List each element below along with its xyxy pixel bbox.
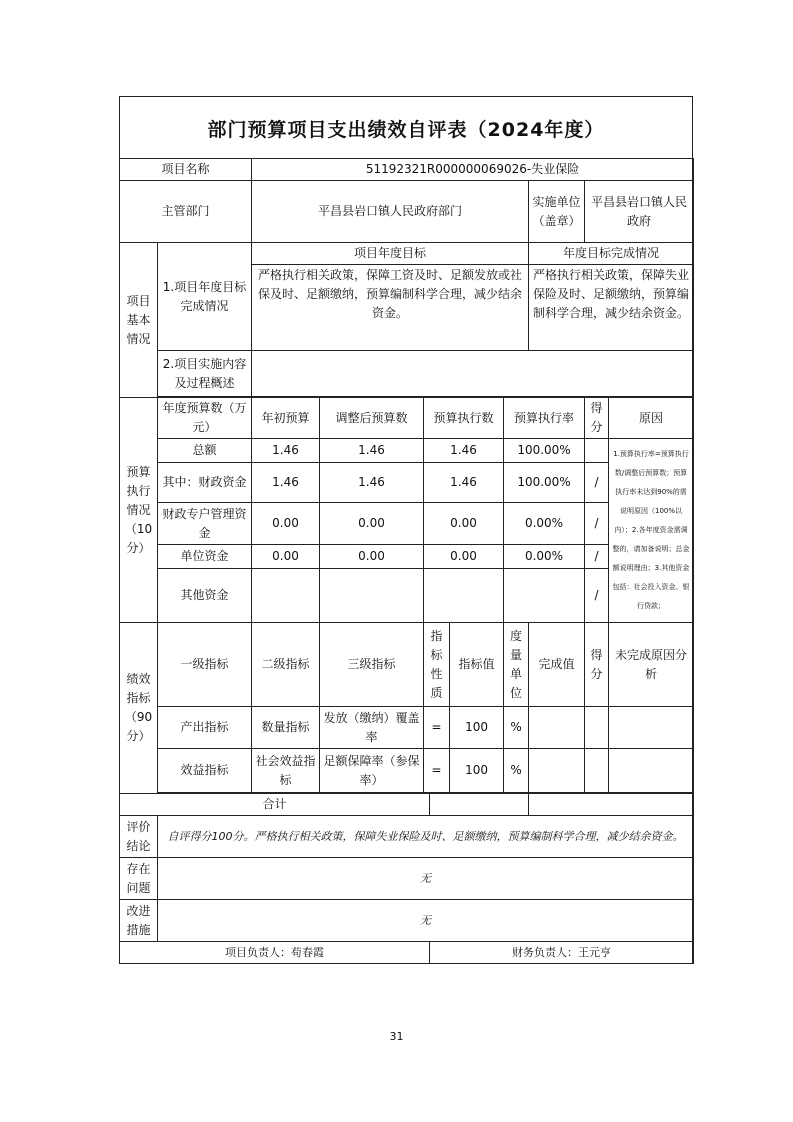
budget-header-initial: 年初预算 (252, 398, 320, 439)
goal-row-label: 1.项目年度目标完成情况 (158, 243, 252, 351)
form-title: 部门预算项目支出绩效自评表（2024年度） (207, 118, 605, 141)
perf-row-level3: 足额保障率（参保率） (320, 749, 424, 793)
perf-row-level3: 发放（缴纳）覆盖率 (320, 707, 424, 749)
budget-row-initial: 1.46 (252, 439, 320, 463)
impl-unit-value: 平昌县岩口镇人民政府 (585, 181, 694, 243)
budget-row-score (585, 439, 609, 463)
evaluation-table (119, 158, 694, 964)
perf-row-value: 100 (450, 749, 504, 793)
perf-header-unit: 度量单位 (504, 623, 529, 707)
budget-row-adjusted (320, 569, 424, 623)
budget-row-name: 单位资金 (158, 545, 252, 569)
perf-header-level1: 一级指标 (158, 623, 252, 707)
finance-leader: 财务负责人：王元亨 (430, 942, 694, 964)
budget-row-score: / (585, 545, 609, 569)
budget-row-executed: 0.00 (424, 545, 504, 569)
perf-header-value: 指标值 (450, 623, 504, 707)
perf-row-unit: % (504, 707, 529, 749)
total-value-1 (430, 794, 529, 816)
project-name-label: 项目名称 (120, 159, 252, 181)
budget-row-score: / (585, 569, 609, 623)
perf-row-done (529, 707, 585, 749)
eval-label: 评价结论 (120, 816, 158, 858)
perf-row-level2: 数量指标 (252, 707, 320, 749)
budget-row-adjusted: 1.46 (320, 463, 424, 503)
completion-header: 年度目标完成情况 (529, 243, 694, 265)
evaluation-form (119, 96, 693, 964)
perf-row-nature: = (424, 707, 450, 749)
budget-row-score: / (585, 463, 609, 503)
perf-header-level2: 二级指标 (252, 623, 320, 707)
budget-header-rate: 预算执行率 (504, 398, 585, 439)
perf-row-reason (609, 749, 694, 793)
impl-unit-label: 实施单位（盖章） (529, 181, 585, 243)
budget-header-executed: 预算执行数 (424, 398, 504, 439)
budget-row-name: 其他资金 (158, 569, 252, 623)
budget-row-adjusted: 0.00 (320, 545, 424, 569)
perf-header-done: 完成值 (529, 623, 585, 707)
goal-header: 项目年度目标 (252, 243, 529, 265)
total-label: 合计 (120, 794, 430, 816)
basic-section-label: 项目基本情况 (120, 243, 158, 398)
perf-row-value: 100 (450, 707, 504, 749)
project-name-value: 51192321R000000069026-失业保险 (252, 159, 694, 181)
perf-header-reason: 未完成原因分析 (609, 623, 694, 707)
budget-row-name: 财政专户管理资金 (158, 503, 252, 545)
completion-text: 严格执行相关政策，保障失业保险及时、足额缴纳，预算编制科学合理，减少结余资金。 (529, 265, 694, 351)
budget-row-rate (504, 569, 585, 623)
fix-value: 无 (158, 900, 694, 942)
issue-label: 存在问题 (120, 858, 158, 900)
goal-text: 严格执行相关政策，保障工资及时、足额发放或社保及时、足额缴纳，预算编制科学合理，减少结余资金。 (252, 265, 529, 351)
budget-reason-note: 1.预算执行率=预算执行数/调整后预算数；预算执行率未达到90%的需说明原因（100%以内）；2.各年度资金需调整的，请加备说明；总金额说明理由；3.其他资金包括：社会投入资金、银行贷款； (609, 439, 694, 623)
budget-row-initial: 0.00 (252, 503, 320, 545)
issue-value: 无 (158, 858, 694, 900)
budget-section-label: 预算执行情况（10分） (120, 398, 158, 623)
budget-row-executed: 1.46 (424, 463, 504, 503)
eval-value: 自评得分100分。严格执行相关政策，保障失业保险及时、足额缴纳，预算编制科学合理，减少结余资金。 (158, 816, 694, 858)
perf-row-unit: % (504, 749, 529, 793)
perf-header-level3: 三级指标 (320, 623, 424, 707)
budget-header-score: 得分 (585, 398, 609, 439)
budget-header-reason: 原因 (609, 398, 694, 439)
perf-header-nature: 指标性质 (424, 623, 450, 707)
perf-section-label: 绩效指标（90分） (120, 623, 158, 794)
budget-row-initial: 1.46 (252, 463, 320, 503)
perf-row-level1: 产出指标 (158, 707, 252, 749)
perf-row-score (585, 707, 609, 749)
budget-row-rate: 0.00% (504, 545, 585, 569)
budget-header-item: 年度预算数（万元） (158, 398, 252, 439)
dept-value: 平昌县岩口镇人民政府部门 (252, 181, 529, 243)
project-leader: 项目负责人：苟春霞 (120, 942, 430, 964)
budget-row-adjusted: 0.00 (320, 503, 424, 545)
perf-header-score: 得分 (585, 623, 609, 707)
budget-row-adjusted: 1.46 (320, 439, 424, 463)
budget-row-rate: 100.00% (504, 439, 585, 463)
process-value (252, 351, 694, 397)
process-row-label: 2.项目实施内容及过程概述 (158, 351, 252, 397)
total-value-2 (529, 794, 694, 816)
budget-row-initial (252, 569, 320, 623)
perf-row-score (585, 749, 609, 793)
budget-row-name: 其中：财政资金 (158, 463, 252, 503)
budget-row-executed (424, 569, 504, 623)
perf-row-reason (609, 707, 694, 749)
budget-row-executed: 1.46 (424, 439, 504, 463)
perf-row-done (529, 749, 585, 793)
fix-label: 改进措施 (120, 900, 158, 942)
budget-header-adjusted: 调整后预算数 (320, 398, 424, 439)
budget-row-name: 总额 (158, 439, 252, 463)
perf-row-level2: 社会效益指标 (252, 749, 320, 793)
page-number: 31 (389, 1030, 404, 1043)
perf-row-nature: = (424, 749, 450, 793)
budget-row-score: / (585, 503, 609, 545)
budget-row-rate: 100.00% (504, 463, 585, 503)
budget-row-executed: 0.00 (424, 503, 504, 545)
perf-row-level1: 效益指标 (158, 749, 252, 793)
dept-label: 主管部门 (120, 181, 252, 243)
budget-row-initial: 0.00 (252, 545, 320, 569)
budget-row-rate: 0.00% (504, 503, 585, 545)
